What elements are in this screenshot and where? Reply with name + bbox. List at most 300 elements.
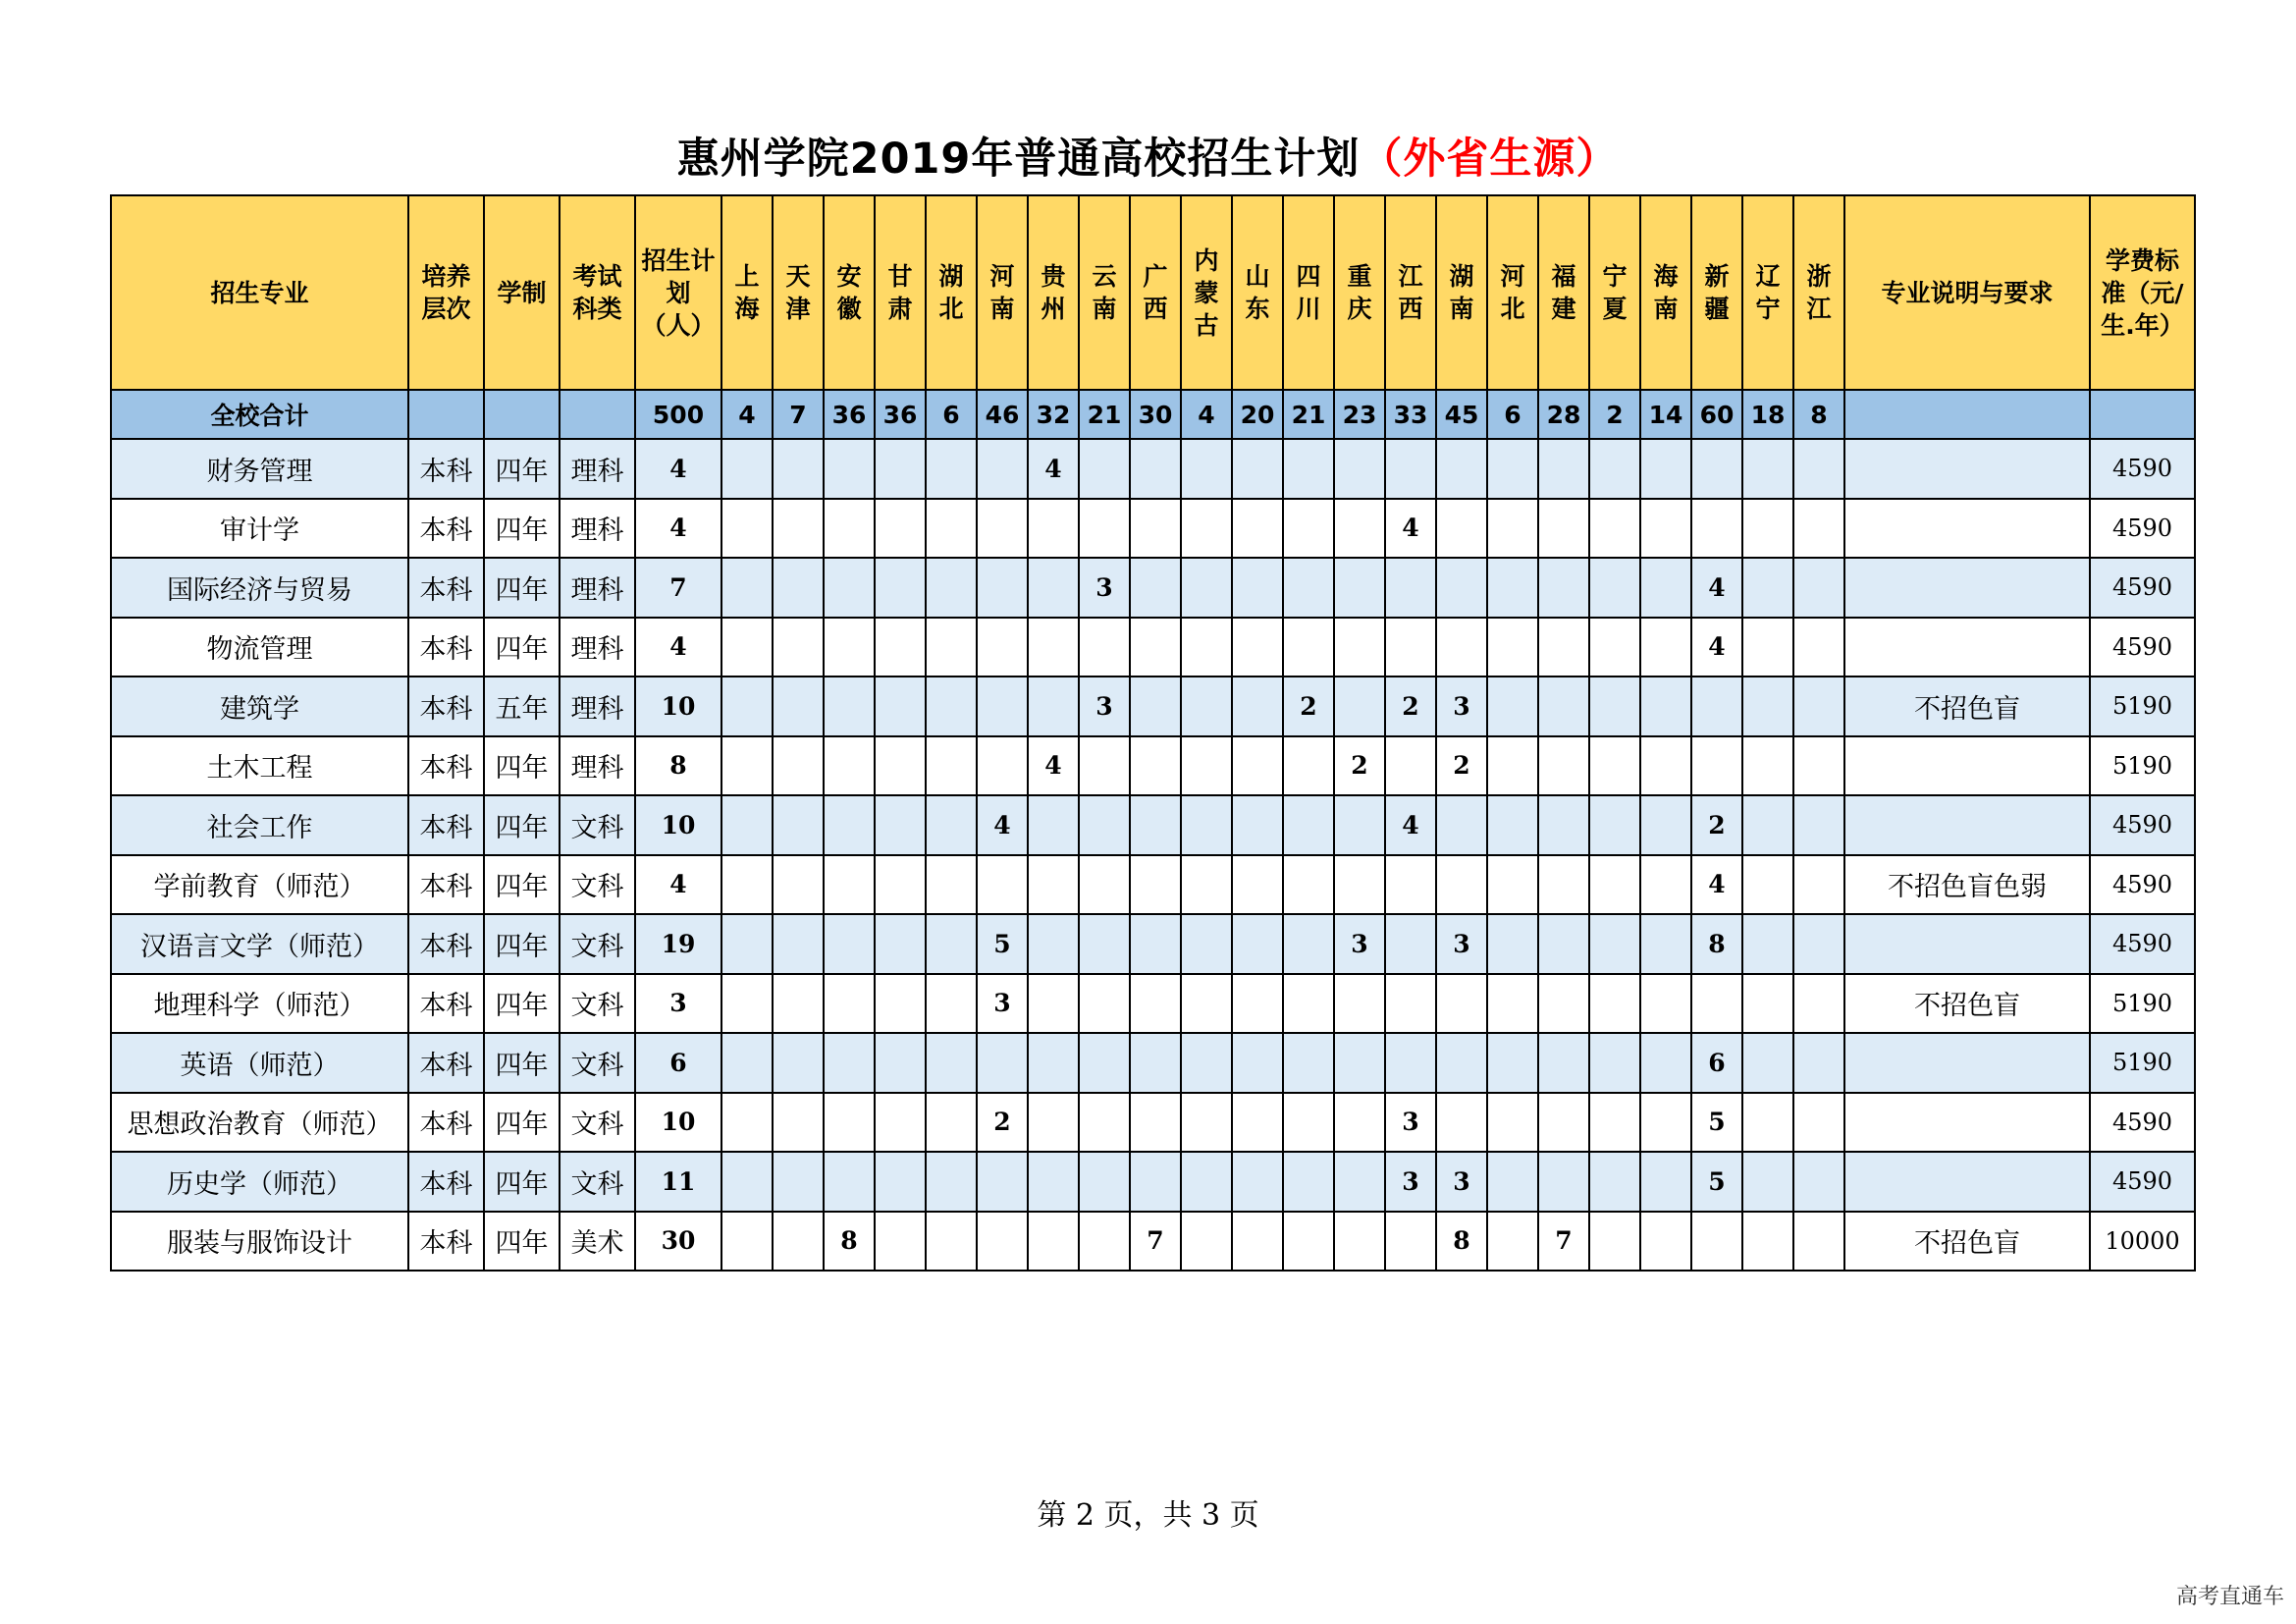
header-fee: 学费标准（元/生.年） bbox=[2090, 195, 2195, 390]
province-count-cell bbox=[926, 558, 977, 618]
province-count-cell bbox=[1793, 439, 1844, 499]
province-count-cell bbox=[1436, 558, 1487, 618]
province-count-cell bbox=[926, 1152, 977, 1212]
note-cell bbox=[1844, 914, 2090, 974]
province-count-cell bbox=[773, 1152, 824, 1212]
note-cell bbox=[1844, 618, 2090, 677]
province-count-cell bbox=[1538, 618, 1589, 677]
province-count-cell bbox=[875, 795, 926, 855]
province-count-cell bbox=[1181, 974, 1232, 1034]
province-count-cell bbox=[926, 974, 977, 1034]
total-province-count: 21 bbox=[1283, 390, 1334, 439]
subject-cell: 文科 bbox=[560, 855, 635, 915]
level-cell: 本科 bbox=[408, 558, 484, 618]
subject-cell: 理科 bbox=[560, 439, 635, 499]
province-count-cell bbox=[1130, 1152, 1181, 1212]
province-count-cell bbox=[773, 914, 824, 974]
subject-cell: 文科 bbox=[560, 914, 635, 974]
level-cell: 本科 bbox=[408, 499, 484, 559]
province-count-cell bbox=[1385, 558, 1436, 618]
province-count-cell bbox=[1742, 974, 1793, 1034]
province-count-cell bbox=[977, 618, 1028, 677]
province-count-cell bbox=[1436, 618, 1487, 677]
province-count-cell: 2 bbox=[1436, 736, 1487, 796]
province-count-cell bbox=[1232, 855, 1283, 915]
province-count-cell bbox=[721, 558, 773, 618]
watermark: 高考直通车 bbox=[2175, 1585, 2284, 1609]
table-row bbox=[111, 558, 2195, 618]
province-count-cell: 2 bbox=[1334, 736, 1385, 796]
total-row bbox=[111, 390, 2195, 439]
total-province-count: 14 bbox=[1640, 390, 1691, 439]
province-count-cell bbox=[1181, 914, 1232, 974]
province-count-cell bbox=[773, 974, 824, 1034]
province-count-cell bbox=[1181, 1033, 1232, 1093]
fee-cell: 5190 bbox=[2090, 677, 2195, 736]
province-count-cell bbox=[1589, 1033, 1640, 1093]
header-province: 浙江 bbox=[1793, 195, 1844, 390]
province-count-cell: 5 bbox=[977, 914, 1028, 974]
level-cell: 本科 bbox=[408, 795, 484, 855]
province-count-cell bbox=[773, 736, 824, 796]
province-count-cell bbox=[721, 1033, 773, 1093]
province-count-cell bbox=[773, 558, 824, 618]
table-row bbox=[111, 1033, 2195, 1093]
province-count-cell: 2 bbox=[1385, 677, 1436, 736]
province-count-cell bbox=[721, 677, 773, 736]
enrollment-plan-table bbox=[110, 194, 2196, 1272]
province-count-cell bbox=[721, 855, 773, 915]
province-count-cell bbox=[1538, 1033, 1589, 1093]
province-count-cell bbox=[1385, 974, 1436, 1034]
subject-cell: 文科 bbox=[560, 795, 635, 855]
table-row bbox=[111, 855, 2195, 915]
province-count-cell bbox=[1028, 677, 1079, 736]
total-province-count: 21 bbox=[1079, 390, 1130, 439]
province-count-cell: 4 bbox=[1028, 439, 1079, 499]
major-cell: 土木工程 bbox=[111, 736, 408, 796]
major-cell: 服装与服饰设计 bbox=[111, 1212, 408, 1272]
province-count-cell bbox=[1589, 1152, 1640, 1212]
province-count-cell bbox=[1742, 1033, 1793, 1093]
title-highlight: （外省生源） bbox=[1360, 135, 1620, 184]
province-count-cell bbox=[1742, 499, 1793, 559]
province-count-cell bbox=[1742, 558, 1793, 618]
header-plan: 招生计划（人） bbox=[635, 195, 721, 390]
province-count-cell bbox=[1028, 1152, 1079, 1212]
province-count-cell bbox=[1385, 855, 1436, 915]
province-count-cell: 3 bbox=[977, 974, 1028, 1034]
header-province: 河北 bbox=[1487, 195, 1538, 390]
province-count-cell bbox=[1640, 677, 1691, 736]
province-count-cell bbox=[1742, 1212, 1793, 1272]
plan-cell: 10 bbox=[635, 1093, 721, 1153]
total-province-count: 6 bbox=[1487, 390, 1538, 439]
province-count-cell bbox=[977, 439, 1028, 499]
note-cell bbox=[1844, 439, 2090, 499]
major-cell: 学前教育（师范） bbox=[111, 855, 408, 915]
province-count-cell bbox=[1538, 439, 1589, 499]
province-count-cell bbox=[977, 1212, 1028, 1272]
note-cell bbox=[1844, 1033, 2090, 1093]
fee-cell: 5190 bbox=[2090, 1033, 2195, 1093]
province-count-cell bbox=[1232, 974, 1283, 1034]
plan-cell: 10 bbox=[635, 677, 721, 736]
subject-cell: 文科 bbox=[560, 1093, 635, 1153]
province-count-cell bbox=[1640, 974, 1691, 1034]
province-count-cell bbox=[1130, 795, 1181, 855]
province-count-cell bbox=[1589, 677, 1640, 736]
province-count-cell bbox=[1487, 677, 1538, 736]
total-subject bbox=[560, 390, 635, 439]
province-count-cell bbox=[1079, 795, 1130, 855]
province-count-cell bbox=[926, 1093, 977, 1153]
province-count-cell bbox=[1130, 855, 1181, 915]
province-count-cell bbox=[1232, 677, 1283, 736]
province-count-cell bbox=[926, 914, 977, 974]
province-count-cell bbox=[977, 558, 1028, 618]
province-count-cell bbox=[1283, 499, 1334, 559]
subject-cell: 理科 bbox=[560, 736, 635, 796]
level-cell: 本科 bbox=[408, 736, 484, 796]
table-row bbox=[111, 736, 2195, 796]
province-count-cell bbox=[1436, 974, 1487, 1034]
province-count-cell bbox=[773, 1212, 824, 1272]
header-province: 天津 bbox=[773, 195, 824, 390]
province-count-cell bbox=[977, 677, 1028, 736]
plan-cell: 6 bbox=[635, 1033, 721, 1093]
major-cell: 国际经济与贸易 bbox=[111, 558, 408, 618]
province-count-cell bbox=[1181, 1212, 1232, 1272]
plan-cell: 4 bbox=[635, 499, 721, 559]
province-count-cell bbox=[1640, 1093, 1691, 1153]
province-count-cell bbox=[977, 736, 1028, 796]
total-note bbox=[1844, 390, 2090, 439]
total-province-count: 60 bbox=[1691, 390, 1742, 439]
fee-cell: 4590 bbox=[2090, 855, 2195, 915]
major-cell: 财务管理 bbox=[111, 439, 408, 499]
province-count-cell bbox=[1334, 1093, 1385, 1153]
province-count-cell bbox=[824, 855, 875, 915]
province-count-cell bbox=[875, 1152, 926, 1212]
province-count-cell bbox=[721, 618, 773, 677]
province-count-cell bbox=[773, 677, 824, 736]
province-count-cell bbox=[1793, 795, 1844, 855]
province-count-cell bbox=[1589, 736, 1640, 796]
header-subject: 考试科类 bbox=[560, 195, 635, 390]
province-count-cell bbox=[1793, 855, 1844, 915]
province-count-cell bbox=[926, 618, 977, 677]
province-count-cell bbox=[1385, 439, 1436, 499]
province-count-cell bbox=[1283, 558, 1334, 618]
header-province: 福建 bbox=[1538, 195, 1589, 390]
note-cell: 不招色盲 bbox=[1844, 974, 2090, 1034]
province-count-cell bbox=[1589, 1093, 1640, 1153]
province-count-cell bbox=[1589, 1212, 1640, 1272]
province-count-cell: 7 bbox=[1538, 1212, 1589, 1272]
province-count-cell bbox=[1538, 795, 1589, 855]
province-count-cell: 8 bbox=[824, 1212, 875, 1272]
province-count-cell bbox=[1283, 1033, 1334, 1093]
province-count-cell bbox=[1691, 974, 1742, 1034]
province-count-cell bbox=[1436, 439, 1487, 499]
plan-cell: 30 bbox=[635, 1212, 721, 1272]
province-count-cell bbox=[824, 914, 875, 974]
province-count-cell bbox=[1232, 795, 1283, 855]
header-province: 云南 bbox=[1079, 195, 1130, 390]
province-count-cell bbox=[824, 974, 875, 1034]
province-count-cell: 4 bbox=[1385, 795, 1436, 855]
province-count-cell bbox=[1793, 677, 1844, 736]
major-cell: 汉语言文学（师范） bbox=[111, 914, 408, 974]
fee-cell: 4590 bbox=[2090, 914, 2195, 974]
province-count-cell bbox=[824, 618, 875, 677]
province-count-cell bbox=[1487, 618, 1538, 677]
duration-cell: 四年 bbox=[484, 1212, 560, 1272]
total-province-count: 8 bbox=[1793, 390, 1844, 439]
province-count-cell bbox=[824, 1152, 875, 1212]
province-count-cell bbox=[875, 558, 926, 618]
fee-cell: 4590 bbox=[2090, 1093, 2195, 1153]
province-count-cell bbox=[1793, 974, 1844, 1034]
province-count-cell bbox=[1283, 618, 1334, 677]
total-province-count: 33 bbox=[1385, 390, 1436, 439]
subject-cell: 文科 bbox=[560, 1152, 635, 1212]
total-province-count: 23 bbox=[1334, 390, 1385, 439]
header-province: 湖北 bbox=[926, 195, 977, 390]
province-count-cell bbox=[1487, 855, 1538, 915]
province-count-cell bbox=[1028, 558, 1079, 618]
header-province: 四川 bbox=[1283, 195, 1334, 390]
total-province-count: 45 bbox=[1436, 390, 1487, 439]
province-count-cell bbox=[1283, 855, 1334, 915]
province-count-cell bbox=[824, 558, 875, 618]
table-row bbox=[111, 1093, 2195, 1153]
province-count-cell bbox=[1589, 974, 1640, 1034]
province-count-cell bbox=[875, 1093, 926, 1153]
province-count-cell bbox=[1334, 499, 1385, 559]
province-count-cell bbox=[1793, 1093, 1844, 1153]
province-count-cell bbox=[773, 1093, 824, 1153]
province-count-cell bbox=[1232, 439, 1283, 499]
province-count-cell: 4 bbox=[1691, 618, 1742, 677]
fee-cell: 4590 bbox=[2090, 795, 2195, 855]
province-count-cell bbox=[1742, 736, 1793, 796]
title-main: 惠州学院2019年普通高校招生计划 bbox=[676, 135, 1361, 184]
province-count-cell: 8 bbox=[1436, 1212, 1487, 1272]
province-count-cell: 3 bbox=[1436, 914, 1487, 974]
total-province-count: 7 bbox=[773, 390, 824, 439]
province-count-cell bbox=[1640, 1212, 1691, 1272]
table-row bbox=[111, 1212, 2195, 1272]
province-count-cell bbox=[977, 499, 1028, 559]
province-count-cell: 4 bbox=[1691, 558, 1742, 618]
province-count-cell bbox=[875, 618, 926, 677]
total-province-count: 4 bbox=[721, 390, 773, 439]
note-cell: 不招色盲色弱 bbox=[1844, 855, 2090, 915]
province-count-cell bbox=[1793, 1033, 1844, 1093]
province-count-cell bbox=[1436, 1033, 1487, 1093]
province-count-cell bbox=[1028, 1033, 1079, 1093]
province-count-cell bbox=[1079, 914, 1130, 974]
province-count-cell bbox=[1538, 855, 1589, 915]
province-count-cell bbox=[1487, 499, 1538, 559]
province-count-cell bbox=[1334, 795, 1385, 855]
province-count-cell bbox=[1028, 974, 1079, 1034]
province-count-cell bbox=[1691, 439, 1742, 499]
province-count-cell bbox=[1487, 1093, 1538, 1153]
major-cell: 社会工作 bbox=[111, 795, 408, 855]
province-count-cell bbox=[1691, 1212, 1742, 1272]
total-level bbox=[408, 390, 484, 439]
province-count-cell bbox=[1793, 914, 1844, 974]
province-count-cell bbox=[875, 736, 926, 796]
fee-cell: 5190 bbox=[2090, 974, 2195, 1034]
province-count-cell: 3 bbox=[1385, 1093, 1436, 1153]
province-count-cell bbox=[1130, 974, 1181, 1034]
province-count-cell bbox=[1640, 439, 1691, 499]
province-count-cell bbox=[1742, 439, 1793, 499]
province-count-cell bbox=[1487, 1033, 1538, 1093]
header-province: 贵州 bbox=[1028, 195, 1079, 390]
fee-cell: 4590 bbox=[2090, 618, 2195, 677]
province-count-cell bbox=[1691, 677, 1742, 736]
subject-cell: 文科 bbox=[560, 1033, 635, 1093]
province-count-cell bbox=[875, 914, 926, 974]
province-count-cell bbox=[1181, 558, 1232, 618]
header-province: 湖南 bbox=[1436, 195, 1487, 390]
province-count-cell bbox=[1028, 618, 1079, 677]
province-count-cell bbox=[1436, 795, 1487, 855]
table-row bbox=[111, 1152, 2195, 1212]
header-row bbox=[111, 195, 2195, 390]
header-province: 重庆 bbox=[1334, 195, 1385, 390]
province-count-cell bbox=[1181, 499, 1232, 559]
province-count-cell bbox=[721, 439, 773, 499]
plan-cell: 8 bbox=[635, 736, 721, 796]
header-province: 新疆 bbox=[1691, 195, 1742, 390]
major-cell: 物流管理 bbox=[111, 618, 408, 677]
level-cell: 本科 bbox=[408, 855, 484, 915]
province-count-cell bbox=[875, 974, 926, 1034]
province-count-cell bbox=[1793, 1152, 1844, 1212]
province-count-cell bbox=[1130, 677, 1181, 736]
province-count-cell: 4 bbox=[977, 795, 1028, 855]
province-count-cell bbox=[1334, 439, 1385, 499]
level-cell: 本科 bbox=[408, 439, 484, 499]
major-cell: 地理科学（师范） bbox=[111, 974, 408, 1034]
level-cell: 本科 bbox=[408, 974, 484, 1034]
province-count-cell bbox=[824, 677, 875, 736]
duration-cell: 四年 bbox=[484, 558, 560, 618]
province-count-cell bbox=[773, 618, 824, 677]
province-count-cell bbox=[1487, 795, 1538, 855]
province-count-cell bbox=[1385, 618, 1436, 677]
province-count-cell bbox=[1589, 618, 1640, 677]
duration-cell: 四年 bbox=[484, 736, 560, 796]
fee-cell: 4590 bbox=[2090, 1152, 2195, 1212]
major-cell: 审计学 bbox=[111, 499, 408, 559]
subject-cell: 理科 bbox=[560, 618, 635, 677]
province-count-cell bbox=[1487, 914, 1538, 974]
fee-cell: 10000 bbox=[2090, 1212, 2195, 1272]
province-count-cell bbox=[1283, 1212, 1334, 1272]
province-count-cell bbox=[1589, 499, 1640, 559]
province-count-cell bbox=[1079, 1033, 1130, 1093]
duration-cell: 四年 bbox=[484, 618, 560, 677]
subject-cell: 理科 bbox=[560, 499, 635, 559]
province-count-cell: 2 bbox=[977, 1093, 1028, 1153]
province-count-cell bbox=[1334, 677, 1385, 736]
province-count-cell bbox=[1232, 618, 1283, 677]
province-count-cell: 5 bbox=[1691, 1152, 1742, 1212]
header-province: 山东 bbox=[1232, 195, 1283, 390]
province-count-cell bbox=[1691, 499, 1742, 559]
note-cell: 不招色盲 bbox=[1844, 677, 2090, 736]
table-row bbox=[111, 795, 2195, 855]
province-count-cell bbox=[1640, 499, 1691, 559]
province-count-cell bbox=[926, 1033, 977, 1093]
province-count-cell bbox=[1334, 974, 1385, 1034]
total-province-count: 4 bbox=[1181, 390, 1232, 439]
province-count-cell bbox=[1538, 499, 1589, 559]
province-count-cell bbox=[926, 795, 977, 855]
total-province-count: 2 bbox=[1589, 390, 1640, 439]
province-count-cell bbox=[1334, 558, 1385, 618]
note-cell bbox=[1844, 558, 2090, 618]
province-count-cell bbox=[1742, 618, 1793, 677]
province-count-cell bbox=[1793, 499, 1844, 559]
table-row bbox=[111, 974, 2195, 1034]
province-count-cell bbox=[1181, 1093, 1232, 1153]
province-count-cell: 2 bbox=[1283, 677, 1334, 736]
province-count-cell bbox=[1232, 1152, 1283, 1212]
province-count-cell bbox=[1640, 558, 1691, 618]
level-cell: 本科 bbox=[408, 1033, 484, 1093]
plan-cell: 7 bbox=[635, 558, 721, 618]
province-count-cell bbox=[1181, 618, 1232, 677]
province-count-cell bbox=[1640, 795, 1691, 855]
province-count-cell bbox=[926, 439, 977, 499]
province-count-cell bbox=[926, 499, 977, 559]
province-count-cell bbox=[824, 439, 875, 499]
province-count-cell bbox=[1487, 1212, 1538, 1272]
header-province: 江西 bbox=[1385, 195, 1436, 390]
province-count-cell bbox=[1079, 439, 1130, 499]
province-count-cell bbox=[1079, 1093, 1130, 1153]
province-count-cell bbox=[1079, 499, 1130, 559]
province-count-cell bbox=[824, 736, 875, 796]
province-count-cell bbox=[1130, 439, 1181, 499]
total-province-count: 32 bbox=[1028, 390, 1079, 439]
province-count-cell bbox=[1283, 1152, 1334, 1212]
province-count-cell bbox=[1130, 499, 1181, 559]
province-count-cell bbox=[1028, 1093, 1079, 1153]
province-count-cell bbox=[1028, 795, 1079, 855]
total-label: 全校合计 bbox=[111, 390, 408, 439]
province-count-cell bbox=[1130, 558, 1181, 618]
plan-cell: 11 bbox=[635, 1152, 721, 1212]
province-count-cell bbox=[1589, 914, 1640, 974]
province-count-cell bbox=[1640, 736, 1691, 796]
total-province-count: 18 bbox=[1742, 390, 1793, 439]
province-count-cell bbox=[1028, 855, 1079, 915]
duration-cell: 四年 bbox=[484, 914, 560, 974]
province-count-cell bbox=[1028, 914, 1079, 974]
header-province: 辽宁 bbox=[1742, 195, 1793, 390]
header-province: 安徽 bbox=[824, 195, 875, 390]
province-count-cell bbox=[1079, 736, 1130, 796]
